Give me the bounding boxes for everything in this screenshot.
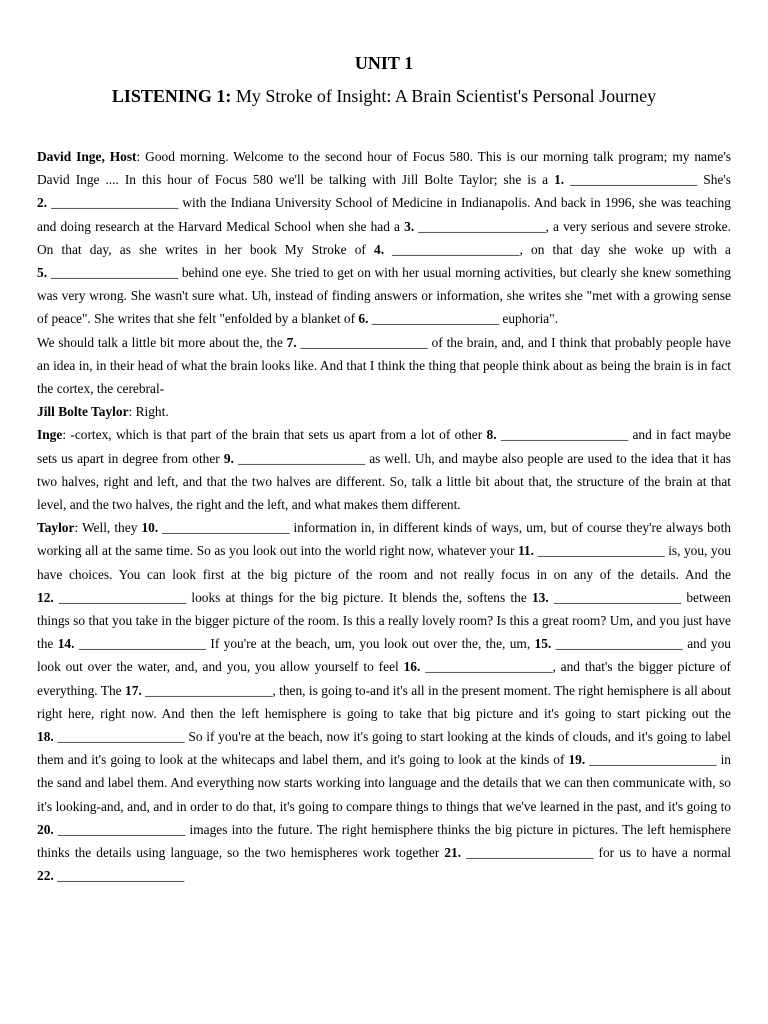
transcript-text: : Right. bbox=[128, 404, 169, 420]
transcript-text: If you're at the beach, um, you look out over the, the, um, bbox=[206, 636, 535, 652]
blank-number: 12. bbox=[37, 589, 54, 605]
speaker-name: Inge bbox=[37, 427, 63, 443]
fill-in-blank[interactable] bbox=[554, 172, 697, 187]
transcript-text: : Good morning. Welcome to the second hour of Focus 580. This is our morning talk program; my name's David Inge .... In this hour of Focus 580 we'll be talking with Jill Bolte Taylor; she is a bbox=[37, 149, 731, 188]
blank-line[interactable]: ___________________ bbox=[418, 218, 546, 234]
transcript-text: between things so that you take in the bigger picture of the room. Is this a really lovely room? Is this a great room? Um, and you just have the bbox=[37, 589, 731, 652]
blank-line[interactable]: ___________________ bbox=[145, 682, 273, 698]
transcript-text: for us to have a normal bbox=[593, 845, 732, 861]
transcript-text: and in fact maybe sets us apart in degree from other bbox=[37, 427, 731, 466]
blank-number: 15. bbox=[534, 636, 552, 652]
transcript-text: images into the future. The right hemisphere thinks the big picture in pictures. The left hemisphere thinks the details using language, so the two hemispheres work together bbox=[37, 821, 731, 861]
transcript-text: We should talk a little bit more about the, the bbox=[37, 334, 287, 350]
fill-in-blank[interactable] bbox=[37, 729, 185, 744]
blank-number: 16. bbox=[403, 659, 421, 675]
fill-in-blank[interactable] bbox=[444, 845, 593, 860]
transcript-paragraph bbox=[37, 331, 731, 401]
blank-line[interactable]: ___________________ bbox=[570, 172, 698, 188]
blank-line[interactable]: ___________________ bbox=[78, 636, 207, 652]
transcript-text: as well. Uh, and maybe also people are used to the idea that it has two halves, right and left, and that the two halves are different. So, talk a little bit about that, the structure of the brain at that level, and the two halves, the right and the left, and what makes them different. bbox=[37, 450, 731, 513]
transcript-text: of the brain, and, and I think that probably people have an idea in, in their head of what the brain looks like. And that I think the thing that people think about as being the brain is in fact the cortex, the cerebral- bbox=[37, 334, 731, 397]
speaker-name: Taylor bbox=[37, 520, 75, 536]
transcript-text: So if you're at the beach, now it's going to start looking at the kinds of clouds, and it's going to label them and it's going to look at the whitecaps and label them, and it's going to look at the kinds of bbox=[37, 729, 731, 768]
blank-line[interactable]: ___________________ bbox=[51, 195, 179, 211]
fill-in-blank[interactable] bbox=[518, 543, 665, 558]
fill-in-blank[interactable] bbox=[404, 219, 545, 234]
blank-number: 6. bbox=[358, 311, 369, 327]
speaker-name: Jill Bolte Taylor bbox=[37, 404, 129, 420]
transcript-text: : Well, they bbox=[74, 520, 142, 536]
blank-line[interactable]: ___________________ bbox=[57, 868, 185, 884]
fill-in-blank[interactable] bbox=[125, 683, 272, 698]
transcript-text: euphoria". bbox=[499, 311, 559, 327]
transcript-paragraph bbox=[37, 145, 731, 331]
fill-in-blank[interactable] bbox=[358, 311, 499, 326]
transcript-text: behind one eye. She tried to get on with her usual morning activities, but clearly she knew something was very wrong. She wasn't sure what. Uh, instead of finding answers or information, she writes she "met with a growing sense of peace". She writes that she felt "enfolded by a blanket of bbox=[37, 265, 731, 327]
listening-topic: My Stroke of Insight: A Brain Scientist's Personal Journey bbox=[231, 86, 657, 106]
blank-line[interactable]: ___________________ bbox=[237, 450, 366, 466]
fill-in-blank[interactable] bbox=[37, 265, 178, 280]
blank-line[interactable]: ___________________ bbox=[589, 752, 717, 768]
fill-in-blank[interactable] bbox=[287, 335, 428, 350]
transcript-text: in the sand and label them. And everything now starts working into language and the details that we can then communicate with, so it's looking-and, and, and in order to do that, it's going to compare things to things that we've learned in the past, and it's going to bbox=[37, 752, 731, 814]
listening-label: LISTENING 1: bbox=[111, 86, 232, 106]
speaker-name: David Inge, Host bbox=[37, 149, 137, 164]
transcript-text: : -cortex, which is that part of the brain that sets us apart from a lot of other bbox=[62, 427, 487, 443]
fill-in-blank[interactable] bbox=[374, 242, 519, 257]
blank-number: 17. bbox=[125, 682, 142, 698]
transcript bbox=[37, 145, 731, 888]
blank-line[interactable]: ___________________ bbox=[300, 334, 428, 350]
fill-in-blank[interactable] bbox=[37, 822, 185, 837]
blank-number: 5. bbox=[37, 265, 48, 281]
fill-in-blank[interactable] bbox=[568, 752, 716, 767]
blank-line[interactable]: ___________________ bbox=[466, 845, 594, 861]
blank-line[interactable]: ___________________ bbox=[50, 265, 179, 281]
blank-line[interactable]: ___________________ bbox=[58, 589, 187, 605]
transcript-text: with the Indiana University School of Medicine in Indianapolis. And back in 1996, she was teaching and doing research at the Harvard Medical School when she had a bbox=[37, 195, 731, 234]
fill-in-blank[interactable] bbox=[37, 195, 178, 210]
blank-line[interactable]: ___________________ bbox=[555, 636, 683, 652]
transcript-text: looks at things for the big picture. It blends the, softens the bbox=[186, 589, 532, 605]
transcript-text: She's bbox=[697, 172, 731, 188]
blank-line[interactable]: ___________________ bbox=[58, 821, 186, 837]
blank-number: 7. bbox=[286, 334, 297, 350]
blank-number: 8. bbox=[486, 427, 497, 443]
transcript-text: , a very serious and severe stroke. On that day, as she writes in her book My Stroke of bbox=[37, 218, 731, 257]
blank-line[interactable]: ___________________ bbox=[162, 520, 290, 536]
blank-number: 20. bbox=[37, 821, 54, 837]
fill-in-blank[interactable] bbox=[404, 659, 553, 674]
blank-line[interactable]: ___________________ bbox=[425, 659, 553, 675]
fill-in-blank[interactable] bbox=[487, 427, 629, 442]
blank-number: 19. bbox=[568, 752, 586, 768]
blank-number: 4. bbox=[374, 241, 385, 257]
listening-title bbox=[0, 86, 768, 107]
blank-line[interactable]: ___________________ bbox=[553, 589, 682, 605]
blank-number: 3. bbox=[404, 218, 415, 234]
unit-title: UNIT 1 bbox=[354, 53, 414, 73]
transcript-text: , then, is going to-and it's all in the present moment. The right hemisphere is all about right here, right now. And then the left hemisphere is going to take that big picture and it's going to start picking out the bbox=[37, 682, 731, 721]
blank-number: 22. bbox=[37, 868, 54, 884]
blank-number: 11. bbox=[517, 543, 534, 559]
blank-line[interactable]: ___________________ bbox=[537, 543, 665, 559]
fill-in-blank[interactable] bbox=[58, 636, 206, 651]
blank-number: 10. bbox=[141, 520, 159, 536]
transcript-paragraph bbox=[37, 423, 731, 516]
fill-in-blank[interactable] bbox=[141, 520, 289, 535]
blank-number: 13. bbox=[531, 589, 549, 605]
blank-number: 21. bbox=[444, 845, 462, 861]
blank-number: 9. bbox=[223, 450, 234, 466]
blank-line[interactable]: ___________________ bbox=[500, 427, 629, 443]
fill-in-blank[interactable] bbox=[224, 451, 365, 466]
transcript-paragraph bbox=[37, 400, 731, 423]
transcript-paragraph bbox=[37, 516, 731, 887]
fill-in-blank[interactable] bbox=[37, 590, 186, 605]
fill-in-blank[interactable] bbox=[532, 590, 681, 605]
transcript-text: is, you, you have choices. You can look first at the big picture of the room and not really focus in on any of the details. And the bbox=[37, 543, 731, 582]
fill-in-blank[interactable] bbox=[535, 636, 683, 651]
blank-number: 18. bbox=[37, 729, 54, 745]
blank-line[interactable]: ___________________ bbox=[57, 729, 185, 745]
blank-number: 14. bbox=[57, 636, 75, 652]
transcript-text: , and that's the bigger picture of everything. The bbox=[37, 659, 731, 698]
blank-line[interactable]: ___________________ bbox=[371, 311, 500, 327]
transcript-text: , on that day she woke up with a bbox=[519, 241, 731, 257]
fill-in-blank[interactable] bbox=[37, 868, 184, 883]
transcript-text: and you look out over the water, and, and you, you allow yourself to feel bbox=[37, 636, 731, 675]
blank-line[interactable]: ___________________ bbox=[392, 241, 520, 257]
blank-number: 2. bbox=[37, 195, 48, 211]
transcript-text: information in, in different kinds of ways, um, but of course they're always both working all at the same time. So as you look out into the world right now, whatever your bbox=[37, 520, 731, 559]
blank-number: 1. bbox=[554, 172, 565, 188]
